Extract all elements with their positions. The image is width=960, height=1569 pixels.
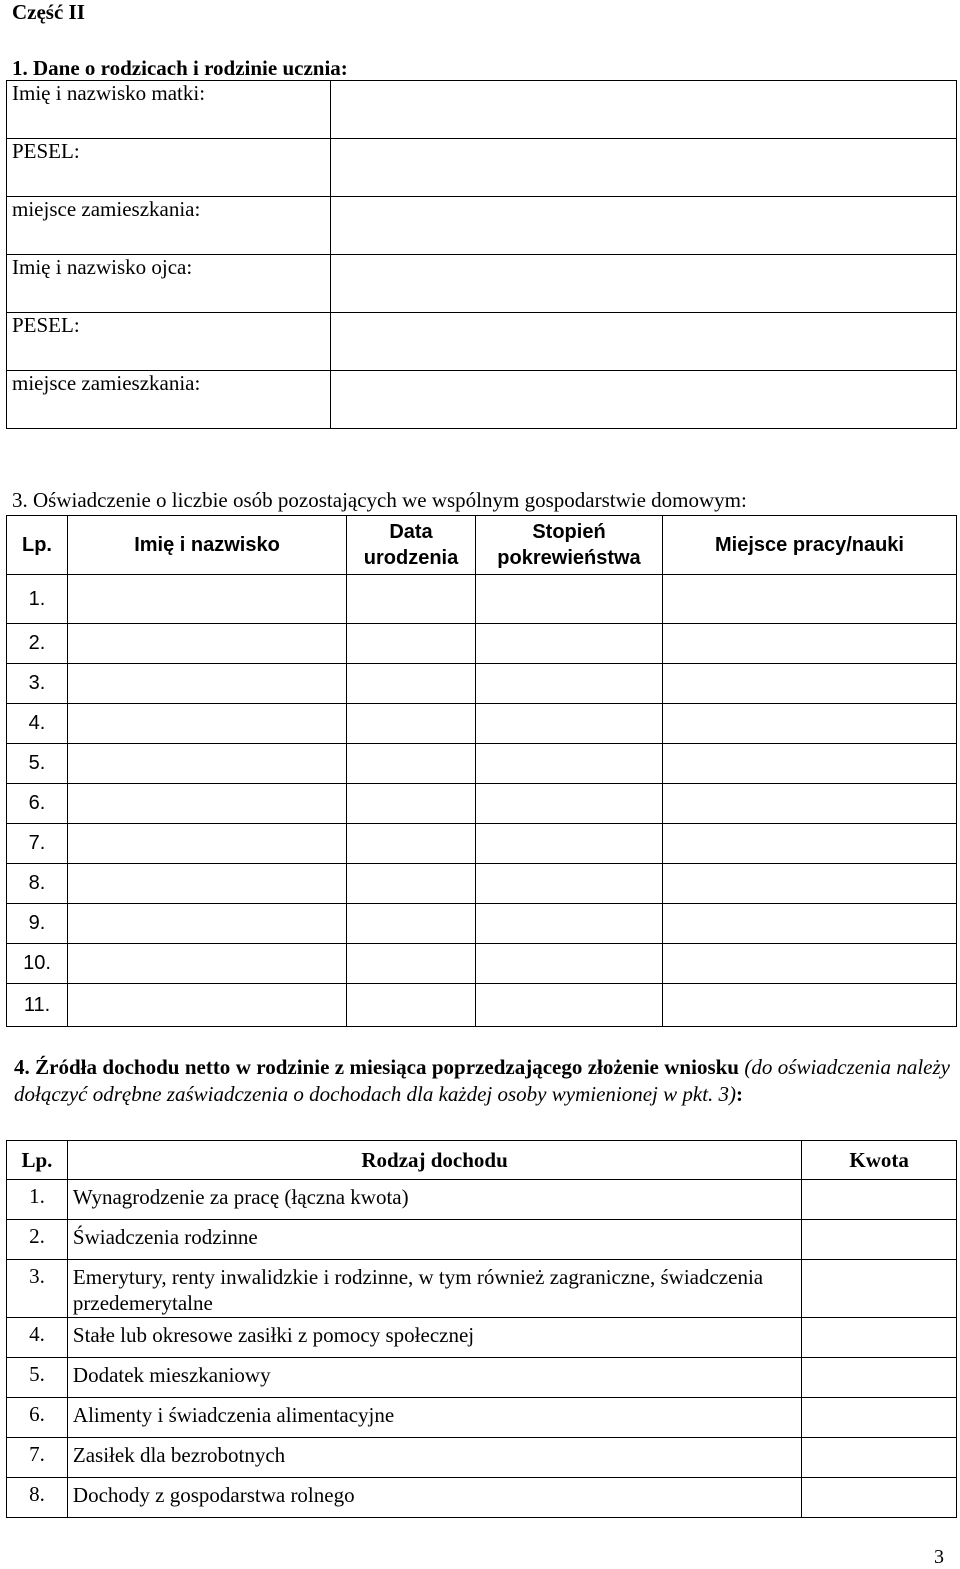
income-row-type: Świadczenia rodzinne: [67, 1220, 801, 1260]
household-relation-field[interactable]: [476, 944, 663, 984]
household-work-field[interactable]: [663, 575, 957, 624]
income-row: [7, 1358, 957, 1398]
household-relation-field[interactable]: [476, 904, 663, 944]
household-row: [7, 575, 957, 624]
household-row: [7, 864, 957, 904]
household-name-field[interactable]: [68, 784, 347, 824]
col-lp: Lp.: [7, 516, 68, 575]
income-row: [7, 1318, 957, 1358]
household-row: [7, 744, 957, 784]
household-relation-field[interactable]: [476, 824, 663, 864]
household-row-number: 1.: [7, 575, 68, 624]
income-row-amount-field[interactable]: [802, 1438, 957, 1478]
parents-row: [7, 371, 957, 429]
income-row-number: 3.: [7, 1260, 68, 1318]
household-table: [6, 515, 957, 1027]
household-row-number: 4.: [7, 704, 68, 744]
income-row-type: Stałe lub okresowe zasiłki z pomocy społecznej: [67, 1318, 801, 1358]
part-title: Część II: [12, 0, 85, 24]
section4-heading: [14, 1054, 950, 1108]
household-name-field[interactable]: [68, 984, 347, 1027]
household-row-number: 5.: [7, 744, 68, 784]
household-name-field[interactable]: [68, 904, 347, 944]
household-work-field[interactable]: [663, 824, 957, 864]
parents-row: [7, 313, 957, 371]
household-name-field[interactable]: [68, 944, 347, 984]
household-name-field[interactable]: [68, 744, 347, 784]
household-row-number: 10.: [7, 944, 68, 984]
household-row: [7, 624, 957, 664]
household-birth-date-field[interactable]: [347, 824, 476, 864]
household-work-field[interactable]: [663, 704, 957, 744]
income-row-amount-field[interactable]: [802, 1180, 957, 1220]
household-birth-date-field[interactable]: [347, 575, 476, 624]
income-row-type: Zasiłek dla bezrobotnych: [67, 1438, 801, 1478]
household-birth-date-field[interactable]: [347, 984, 476, 1027]
income-row-number: 6.: [7, 1398, 68, 1438]
col-relation: [476, 516, 663, 575]
household-row-number: 9.: [7, 904, 68, 944]
household-birth-date-field[interactable]: [347, 784, 476, 824]
household-name-field[interactable]: [68, 704, 347, 744]
household-birth-date-field[interactable]: [347, 704, 476, 744]
col-relation-line2: pokrewieństwa: [497, 547, 641, 569]
household-birth-date-field[interactable]: [347, 944, 476, 984]
parents-row-label: Imię i nazwisko ojca:: [7, 255, 331, 313]
income-row-number: 2.: [7, 1220, 68, 1260]
income-row-number: 8.: [7, 1478, 68, 1518]
household-work-field[interactable]: [663, 864, 957, 904]
household-row-number: 3.: [7, 664, 68, 704]
income-row-number: 5.: [7, 1358, 68, 1398]
col-work: Miejsce pracy/nauki: [663, 516, 957, 575]
income-row-type: Alimenty i świadczenia alimentacyjne: [67, 1398, 801, 1438]
income-row: [7, 1180, 957, 1220]
income-row-type: Emerytury, renty inwalidzkie i rodzinne, w tym również zagraniczne, świadczenia przedemerytalne: [67, 1260, 801, 1318]
household-name-field[interactable]: [68, 824, 347, 864]
household-row: [7, 784, 957, 824]
parents-row-label: PESEL:: [7, 313, 331, 371]
household-relation-field[interactable]: [476, 664, 663, 704]
parents-row-value-field[interactable]: [331, 313, 957, 371]
col-birth-line2: urodzenia: [363, 547, 459, 569]
parents-row-value-field[interactable]: [331, 139, 957, 197]
income-row: [7, 1438, 957, 1478]
household-row-number: 2.: [7, 624, 68, 664]
parents-row-label: PESEL:: [7, 139, 331, 197]
section1-heading: 1. Dane o rodzicach i rodzinie ucznia:: [12, 56, 348, 80]
parents-row-label: Imię i nazwisko matki:: [7, 81, 331, 139]
col-name: Imię i nazwisko: [68, 516, 347, 575]
income-row-type: Dochody z gospodarstwa rolnego: [67, 1478, 801, 1518]
household-work-field[interactable]: [663, 784, 957, 824]
household-relation-field[interactable]: [476, 744, 663, 784]
household-work-field[interactable]: [663, 624, 957, 664]
household-row-number: 7.: [7, 824, 68, 864]
household-row-number: 6.: [7, 784, 68, 824]
income-col-type: Rodzaj dochodu: [67, 1141, 801, 1180]
household-birth-date-field[interactable]: [347, 864, 476, 904]
col-birth-line1: Data: [389, 521, 433, 543]
page-number: 3: [934, 1546, 944, 1568]
section4-heading-colon: :: [736, 1082, 744, 1106]
section4-heading-bold: 4. Źródła dochodu netto w rodzinie z miesiąca poprzedzającego złożenie wniosku: [14, 1055, 739, 1079]
income-row-amount-field[interactable]: [802, 1260, 957, 1318]
household-relation-field[interactable]: [476, 984, 663, 1027]
income-row-amount-field[interactable]: [802, 1398, 957, 1438]
household-row: [7, 704, 957, 744]
parents-row-label: miejsce zamieszkania:: [7, 197, 331, 255]
household-work-field[interactable]: [663, 904, 957, 944]
income-row: [7, 1478, 957, 1518]
parents-row-value-field[interactable]: [331, 197, 957, 255]
parents-row: [7, 255, 957, 313]
income-row: [7, 1220, 957, 1260]
household-relation-field[interactable]: [476, 575, 663, 624]
household-relation-field[interactable]: [476, 784, 663, 824]
income-row-amount-field[interactable]: [802, 1220, 957, 1260]
household-work-field[interactable]: [663, 944, 957, 984]
section4-heading-note: (do oświadczenia należy dołączyć odrębne zaświadczenia o dochodach dla każdej osoby wymienionej w pkt. 3): [14, 1055, 950, 1106]
parents-row: [7, 81, 957, 139]
income-col-amount: Kwota: [802, 1141, 957, 1180]
parents-row: [7, 139, 957, 197]
household-relation-field[interactable]: [476, 864, 663, 904]
household-row: [7, 904, 957, 944]
parents-row: [7, 197, 957, 255]
household-birth-date-field[interactable]: [347, 624, 476, 664]
household-row-number: 8.: [7, 864, 68, 904]
income-row-amount-field[interactable]: [802, 1478, 957, 1518]
income-col-lp: Lp.: [7, 1141, 68, 1180]
household-birth-date-field[interactable]: [347, 664, 476, 704]
household-row: [7, 944, 957, 984]
parents-row-value-field[interactable]: [331, 81, 957, 139]
col-birth: [347, 516, 476, 575]
household-work-field[interactable]: [663, 744, 957, 784]
section3-heading: 3. Oświadczenie o liczbie osób pozostających we wspólnym gospodarstwie domowym:: [12, 488, 747, 512]
income-row-type: Wynagrodzenie za pracę (łączna kwota): [67, 1180, 801, 1220]
income-row-amount-field[interactable]: [802, 1358, 957, 1398]
household-name-field[interactable]: [68, 624, 347, 664]
income-row-amount-field[interactable]: [802, 1318, 957, 1358]
income-row: [7, 1260, 957, 1318]
household-row: [7, 824, 957, 864]
parents-table: [6, 80, 957, 429]
household-name-field[interactable]: [68, 575, 347, 624]
parents-row-label: miejsce zamieszkania:: [7, 371, 331, 429]
income-table: [6, 1140, 957, 1518]
household-relation-field[interactable]: [476, 624, 663, 664]
household-birth-date-field[interactable]: [347, 904, 476, 944]
household-work-field[interactable]: [663, 664, 957, 704]
household-birth-date-field[interactable]: [347, 744, 476, 784]
parents-row-value-field[interactable]: [331, 255, 957, 313]
col-relation-line1: Stopień: [532, 521, 606, 543]
income-row: [7, 1398, 957, 1438]
household-name-field[interactable]: [68, 864, 347, 904]
income-row-number: 1.: [7, 1180, 68, 1220]
household-work-field[interactable]: [663, 984, 957, 1027]
income-row-type: Dodatek mieszkaniowy: [67, 1358, 801, 1398]
parents-row-value-field[interactable]: [331, 371, 957, 429]
household-relation-field[interactable]: [476, 704, 663, 744]
household-row: [7, 664, 957, 704]
household-row: [7, 984, 957, 1027]
household-name-field[interactable]: [68, 664, 347, 704]
income-row-number: 7.: [7, 1438, 68, 1478]
household-row-number: 11.: [7, 984, 68, 1027]
income-row-number: 4.: [7, 1318, 68, 1358]
